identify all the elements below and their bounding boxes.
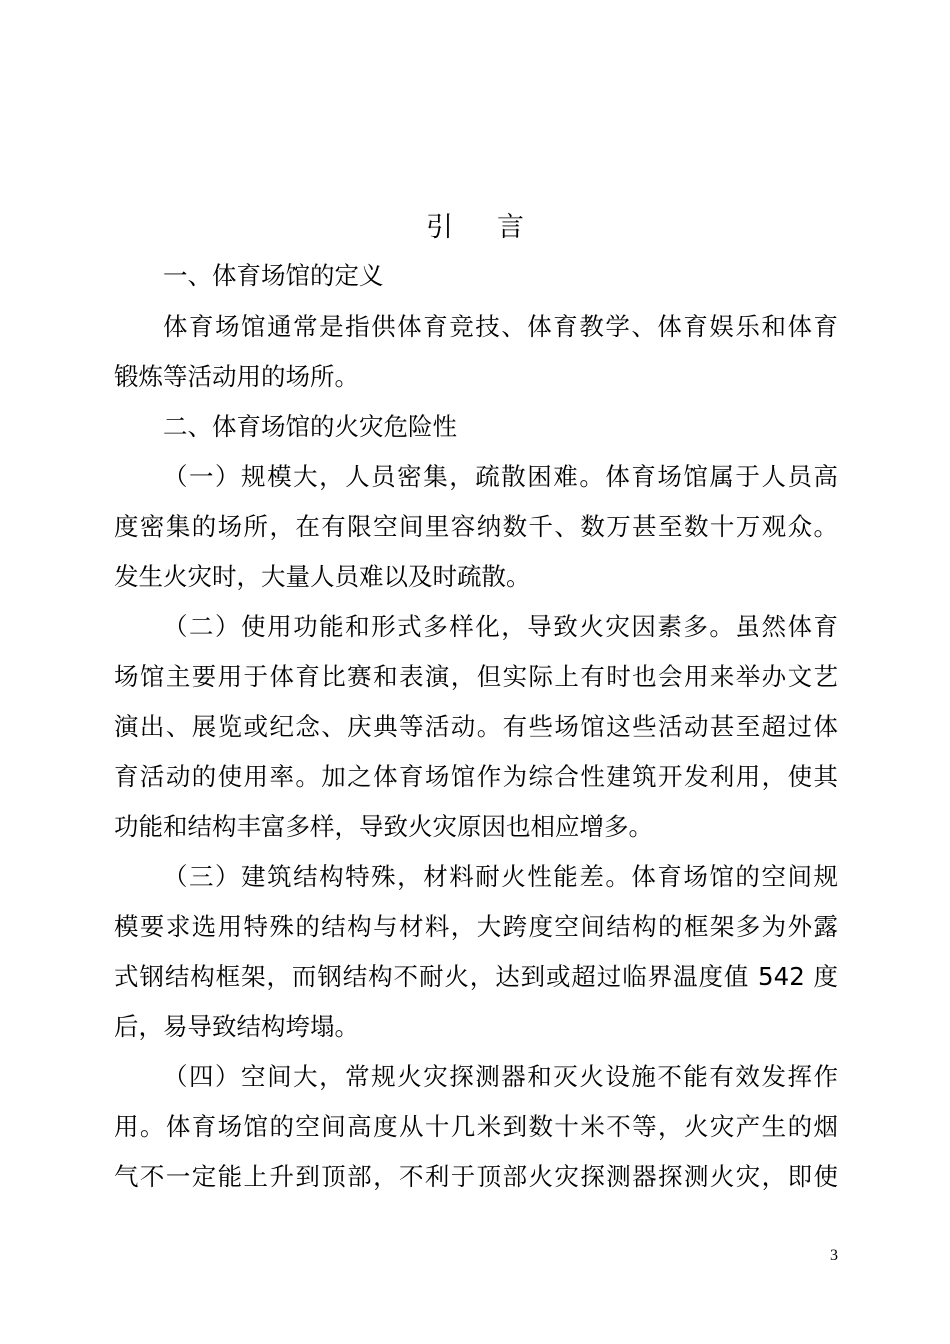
- page-title: [0, 208, 950, 248]
- paragraph-line: 功能和结构丰富多样，导致火灾原因也相应增多。: [114, 812, 653, 841]
- paragraph-line: 锻炼等活动用的场所。: [114, 362, 359, 391]
- paragraph-line: （四）空间大，常规火灾探测器和灭火设施不能有效发挥作: [163, 1062, 838, 1091]
- paragraph-line: 气不一定能上升到顶部，不利于顶部火灾探测器探测火灾，即使: [114, 1162, 838, 1191]
- section-heading-2: 二、体育场馆的火灾危险性: [163, 412, 457, 441]
- title-char-2: 言: [497, 212, 524, 243]
- section-heading-1: 一、体育场馆的定义: [163, 261, 384, 290]
- title-char-1: 引: [426, 212, 453, 243]
- paragraph-line: 发生火灾时，大量人员难以及时疏散。: [114, 562, 531, 591]
- page-number: 3: [830, 1247, 838, 1264]
- paragraph-line: 体育场馆通常是指供体育竞技、体育教学、体育娱乐和体育: [163, 312, 838, 341]
- paragraph-line: 模要求选用特殊的结构与材料，大跨度空间结构的框架多为外露: [114, 912, 838, 941]
- paragraph-line: （三）建筑结构特殊，材料耐火性能差。体育场馆的空间规: [163, 862, 838, 891]
- paragraph-line: 育活动的使用率。加之体育场馆作为综合性建筑开发利用，使其: [114, 762, 838, 791]
- paragraph-line: 用。体育场馆的空间高度从十几米到数十米不等，火灾产生的烟: [114, 1112, 838, 1141]
- paragraph-line: 场馆主要用于体育比赛和表演，但实际上有时也会用来举办文艺: [114, 662, 838, 691]
- paragraph-line: （一）规模大，人员密集，疏散困难。体育场馆属于人员高: [163, 462, 838, 491]
- paragraph-line: 演出、展览或纪念、庆典等活动。有些场馆这些活动甚至超过体: [114, 712, 838, 741]
- paragraph-line: 式钢结构框架，而钢结构不耐火，达到或超过临界温度值 542 度: [114, 962, 838, 991]
- paragraph-line: （二）使用功能和形式多样化，导致火灾因素多。虽然体育: [163, 612, 838, 641]
- paragraph-line: 度密集的场所，在有限空间里容纳数千、数万甚至数十万观众。: [114, 512, 838, 541]
- paragraph-line: 后，易导致结构垮塌。: [114, 1012, 359, 1041]
